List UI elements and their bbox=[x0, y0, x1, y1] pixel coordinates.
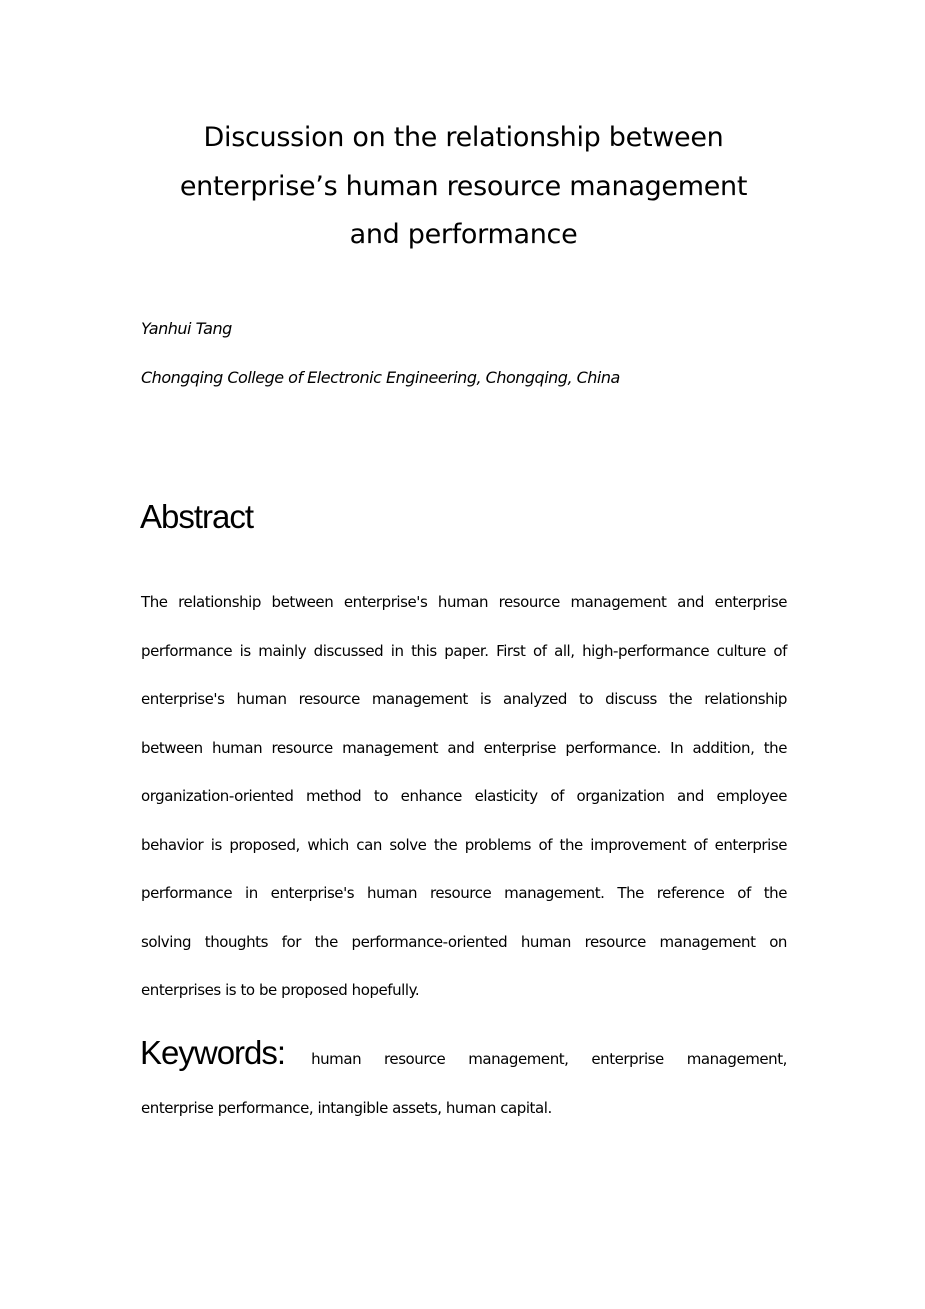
abstract-line: organization-oriented method to enhance elasticity of organization and employee bbox=[141, 787, 787, 805]
abstract-line: enterprises is to be proposed hopefully. bbox=[141, 981, 420, 999]
abstract-line: between human resource management and enterprise performance. In addition, the bbox=[141, 738, 787, 757]
abstract-line: performance in enterprise's human resource management. The reference of the bbox=[141, 884, 787, 902]
author-name: Yanhui Tang bbox=[141, 319, 232, 338]
author-affiliation: Chongqing College of Electronic Engineering, Chongqing, China bbox=[141, 368, 620, 387]
keywords-list-line-1: human resource management, enterprise management, bbox=[311, 1050, 787, 1068]
abstract-line: solving thoughts for the performance-oriented human resource management on bbox=[141, 932, 787, 951]
abstract-heading: Abstract bbox=[140, 498, 254, 535]
paper-title bbox=[140, 114, 787, 260]
title-line-2: enterprise’s human resource management bbox=[179, 170, 748, 202]
title-line-1: Discussion on the relationship between bbox=[203, 122, 724, 153]
abstract-line: enterprise's human resource management is analyzed to discuss the relationship bbox=[141, 690, 787, 708]
abstract-line: The relationship between enterprise's human resource management and enterprise bbox=[141, 593, 787, 611]
title-line-3: and performance bbox=[349, 219, 578, 250]
keywords-list-line-2: enterprise performance, intangible assets, human capital. bbox=[141, 1099, 552, 1117]
keywords-section bbox=[140, 1030, 787, 1076]
abstract-line: behavior is proposed, which can solve the problems of the improvement of enterprise bbox=[141, 835, 787, 854]
keywords-label: Keywords: bbox=[140, 1034, 286, 1071]
abstract-line: performance is mainly discussed in this paper. First of all, high-performance culture of bbox=[141, 641, 787, 660]
abstract-body bbox=[141, 578, 787, 1015]
